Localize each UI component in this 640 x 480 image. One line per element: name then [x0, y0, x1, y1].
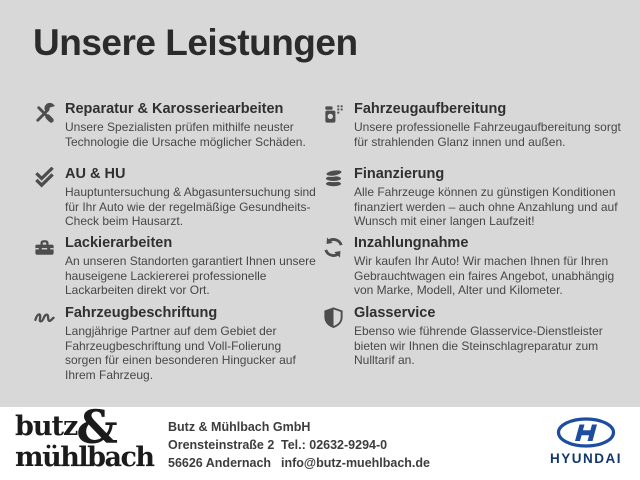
service-item-fahrzeugaufbereitung: [322, 101, 635, 149]
toolbox-icon: [33, 236, 56, 259]
service-item-inzahlungnahme: [322, 235, 635, 298]
refresh-arrows-icon: [322, 236, 345, 259]
service-title: Lackierarbeiten: [65, 235, 173, 251]
service-item-au-hu: [33, 166, 321, 229]
double-check-icon: [33, 167, 56, 190]
hyundai-mark-icon: [555, 417, 617, 449]
service-item-fahrzeugbeschriftung: [33, 305, 321, 382]
service-description: Wir kaufen Ihr Auto! Wir machen Ihnen für Ihren Gebrauchtwagen ein faires Angebot, unabhängig von Marke, Modell, Alter und Kilometer.: [354, 254, 615, 297]
page-title: Unsere Leistungen: [33, 22, 358, 63]
logo-word2: mühlbach: [15, 441, 154, 473]
shield-icon: [322, 306, 345, 329]
logo-word1: butz: [15, 411, 78, 442]
service-title: Fahrzeugaufbereitung: [354, 101, 507, 117]
tools-icon: [33, 102, 56, 125]
service-title: Reparatur & Karosseriearbeiten: [65, 101, 284, 117]
service-description: Hauptuntersuchung & Abgasuntersuchung sind für Ihr Auto wie der regelmäßige Gesundheits-Check beim Hausarzt.: [65, 185, 316, 228]
company-name: Butz & Mühlbach GmbH: [168, 420, 311, 434]
service-item-finanzierung: [322, 166, 635, 229]
service-description: An unseren Standorten garantiert Ihnen unsere hauseigene Lackiererei professionelle Lackarbeiten direkt vor Ort.: [65, 254, 316, 297]
street-address: Orensteinstraße 2: [168, 438, 275, 452]
hyundai-wordmark: HYUNDAI: [549, 451, 622, 466]
service-title: Finanzierung: [354, 166, 445, 182]
service-description: Unsere professionelle Fahrzeugaufbereitung sorgt für strahlenden Glanz innen und außen.: [354, 120, 621, 149]
signature-squiggle-icon: [33, 306, 56, 329]
footer: [0, 400, 640, 480]
email-address: info@butz-muehlbach.de: [281, 456, 430, 470]
service-description: Ebenso wie führende Glasservice-Dienstleister bieten wir Ihnen die Steinschlagreparatur zum Nulltarif an.: [354, 324, 603, 367]
logo-ampersand: &: [76, 400, 117, 454]
service-description: Langjährige Partner auf dem Gebiet der Fahrzeugbeschriftung und Voll-Folierung sorgen für einen besonderen Hingucker auf Ihrem Fahrzeug.: [65, 324, 296, 382]
coins-icon: [322, 167, 345, 190]
dealer-logo: [15, 400, 154, 473]
city-address: 56626 Andernach: [168, 456, 272, 470]
service-title: Glasservice: [354, 305, 436, 321]
service-title: Inzahlungnahme: [354, 235, 469, 251]
service-description: Alle Fahrzeuge können zu günstigen Konditionen finanziert werden – auch ohne Anzahlung und auf Wunsch mit einer langen Laufzeit!: [354, 185, 618, 228]
hyundai-logo: [540, 417, 632, 466]
service-title: Fahrzeugbeschriftung: [65, 305, 218, 321]
footer-contact-block: [168, 420, 430, 470]
spray-bottle-icon: [322, 102, 345, 125]
service-item-reparatur: [33, 101, 321, 149]
service-description: Unsere Spezialisten prüfen mithilfe neuster Technologie die Ursache möglicher Schäden.: [65, 120, 306, 149]
service-item-lackierarbeiten: [33, 235, 321, 298]
phone-number: Tel.: 02632-9294-0: [281, 438, 388, 452]
service-title: AU & HU: [65, 166, 126, 182]
service-item-glasservice: [322, 305, 635, 368]
